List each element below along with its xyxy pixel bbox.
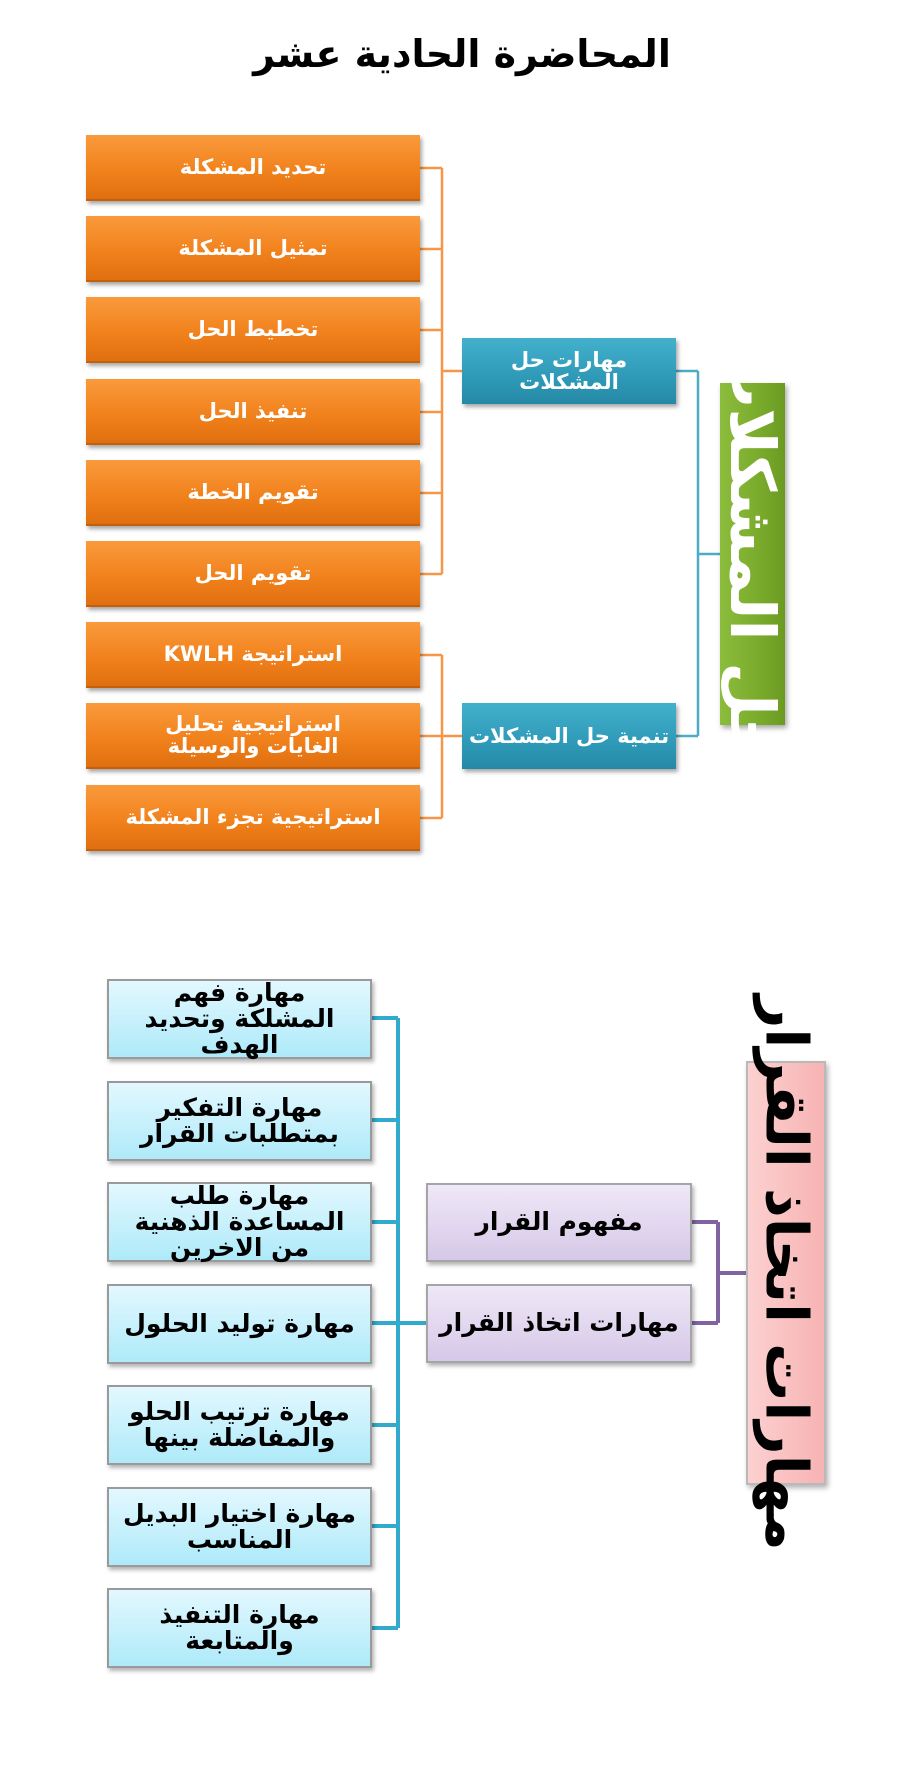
leaf-label: تحديد المشكلة — [179, 154, 327, 179]
leaf-node — [86, 785, 420, 851]
leaf-node — [86, 622, 420, 688]
leaf-label: تنفيذ الحل — [198, 398, 308, 423]
leaf-node — [107, 1182, 372, 1262]
leaf-node — [107, 1284, 372, 1364]
leaf-node — [107, 1081, 372, 1161]
leaf-label: مهارة طلب المساعدة الذهنية من الاخرين — [134, 1180, 345, 1263]
root1-connectors — [676, 371, 720, 736]
leaf-node — [86, 379, 420, 445]
leaf-node — [86, 460, 420, 526]
leaf-node — [107, 1385, 372, 1465]
leaf-node — [86, 135, 420, 201]
leaf-label: مهارة توليد الحلول — [124, 1308, 355, 1338]
branch-d2-connectors — [692, 1222, 746, 1323]
root-node-problem-solving — [716, 345, 790, 763]
leaf-node — [86, 297, 420, 363]
branch-node-label: تنمية حل المشكلات — [468, 723, 670, 748]
leaf-node — [107, 1588, 372, 1668]
leaf-node — [107, 1487, 372, 1567]
leaf-label: تقويم الخطة — [187, 479, 319, 504]
branch-node-development — [462, 703, 676, 769]
leaf-label: استراتيجة KWLH — [163, 641, 343, 666]
root-node-decision-making — [746, 995, 826, 1551]
leaf-node — [86, 216, 420, 282]
branch-node-label: مهارات حل المشكلات — [510, 347, 628, 394]
leaf-label: تقويم الحل — [194, 560, 312, 585]
leaf-label: استراتيجية تجزء المشكلة — [125, 804, 381, 829]
branch-node-decision-concept — [426, 1183, 692, 1262]
leaf-label: مهارة التنفيذ والمتابعة — [159, 1599, 320, 1655]
branch1-connectors — [420, 168, 462, 574]
leaf-label: مهارة التفكير بمتطلبات القرار — [140, 1092, 339, 1148]
branch-node-decision-skills — [426, 1284, 692, 1363]
page-title: المحاضرة الحادية عشر — [253, 32, 671, 76]
branch-node-label: مهارات اتخاذ القرار — [439, 1308, 679, 1338]
leaf-label: تمثيل المشكلة — [178, 235, 328, 260]
leaf-node — [107, 979, 372, 1059]
branch2-connectors — [420, 655, 462, 818]
root-node-label: مهارات اتخاذ القرار — [752, 995, 821, 1551]
leaf-label: مهارة اختيار البديل المناسب — [122, 1498, 356, 1554]
leaf-label: استراتيجية تحليل الغايات والوسيلة — [165, 711, 341, 758]
leaf-label: تخطيط الحل — [187, 316, 319, 341]
leaf-node — [86, 703, 420, 769]
branch-node-skills — [462, 338, 676, 404]
leaf2-connectors — [372, 1018, 426, 1628]
branch-node-label: مفهوم القرار — [475, 1207, 643, 1237]
leaf-label: مهارة فهم المشلكة وتحديد الهدف — [144, 977, 335, 1060]
leaf-label: مهارة ترتيب الحلو والمفاضلة بينها — [129, 1396, 350, 1452]
leaf-node — [86, 541, 420, 607]
root-node-label: حل المشكلات — [716, 345, 790, 763]
